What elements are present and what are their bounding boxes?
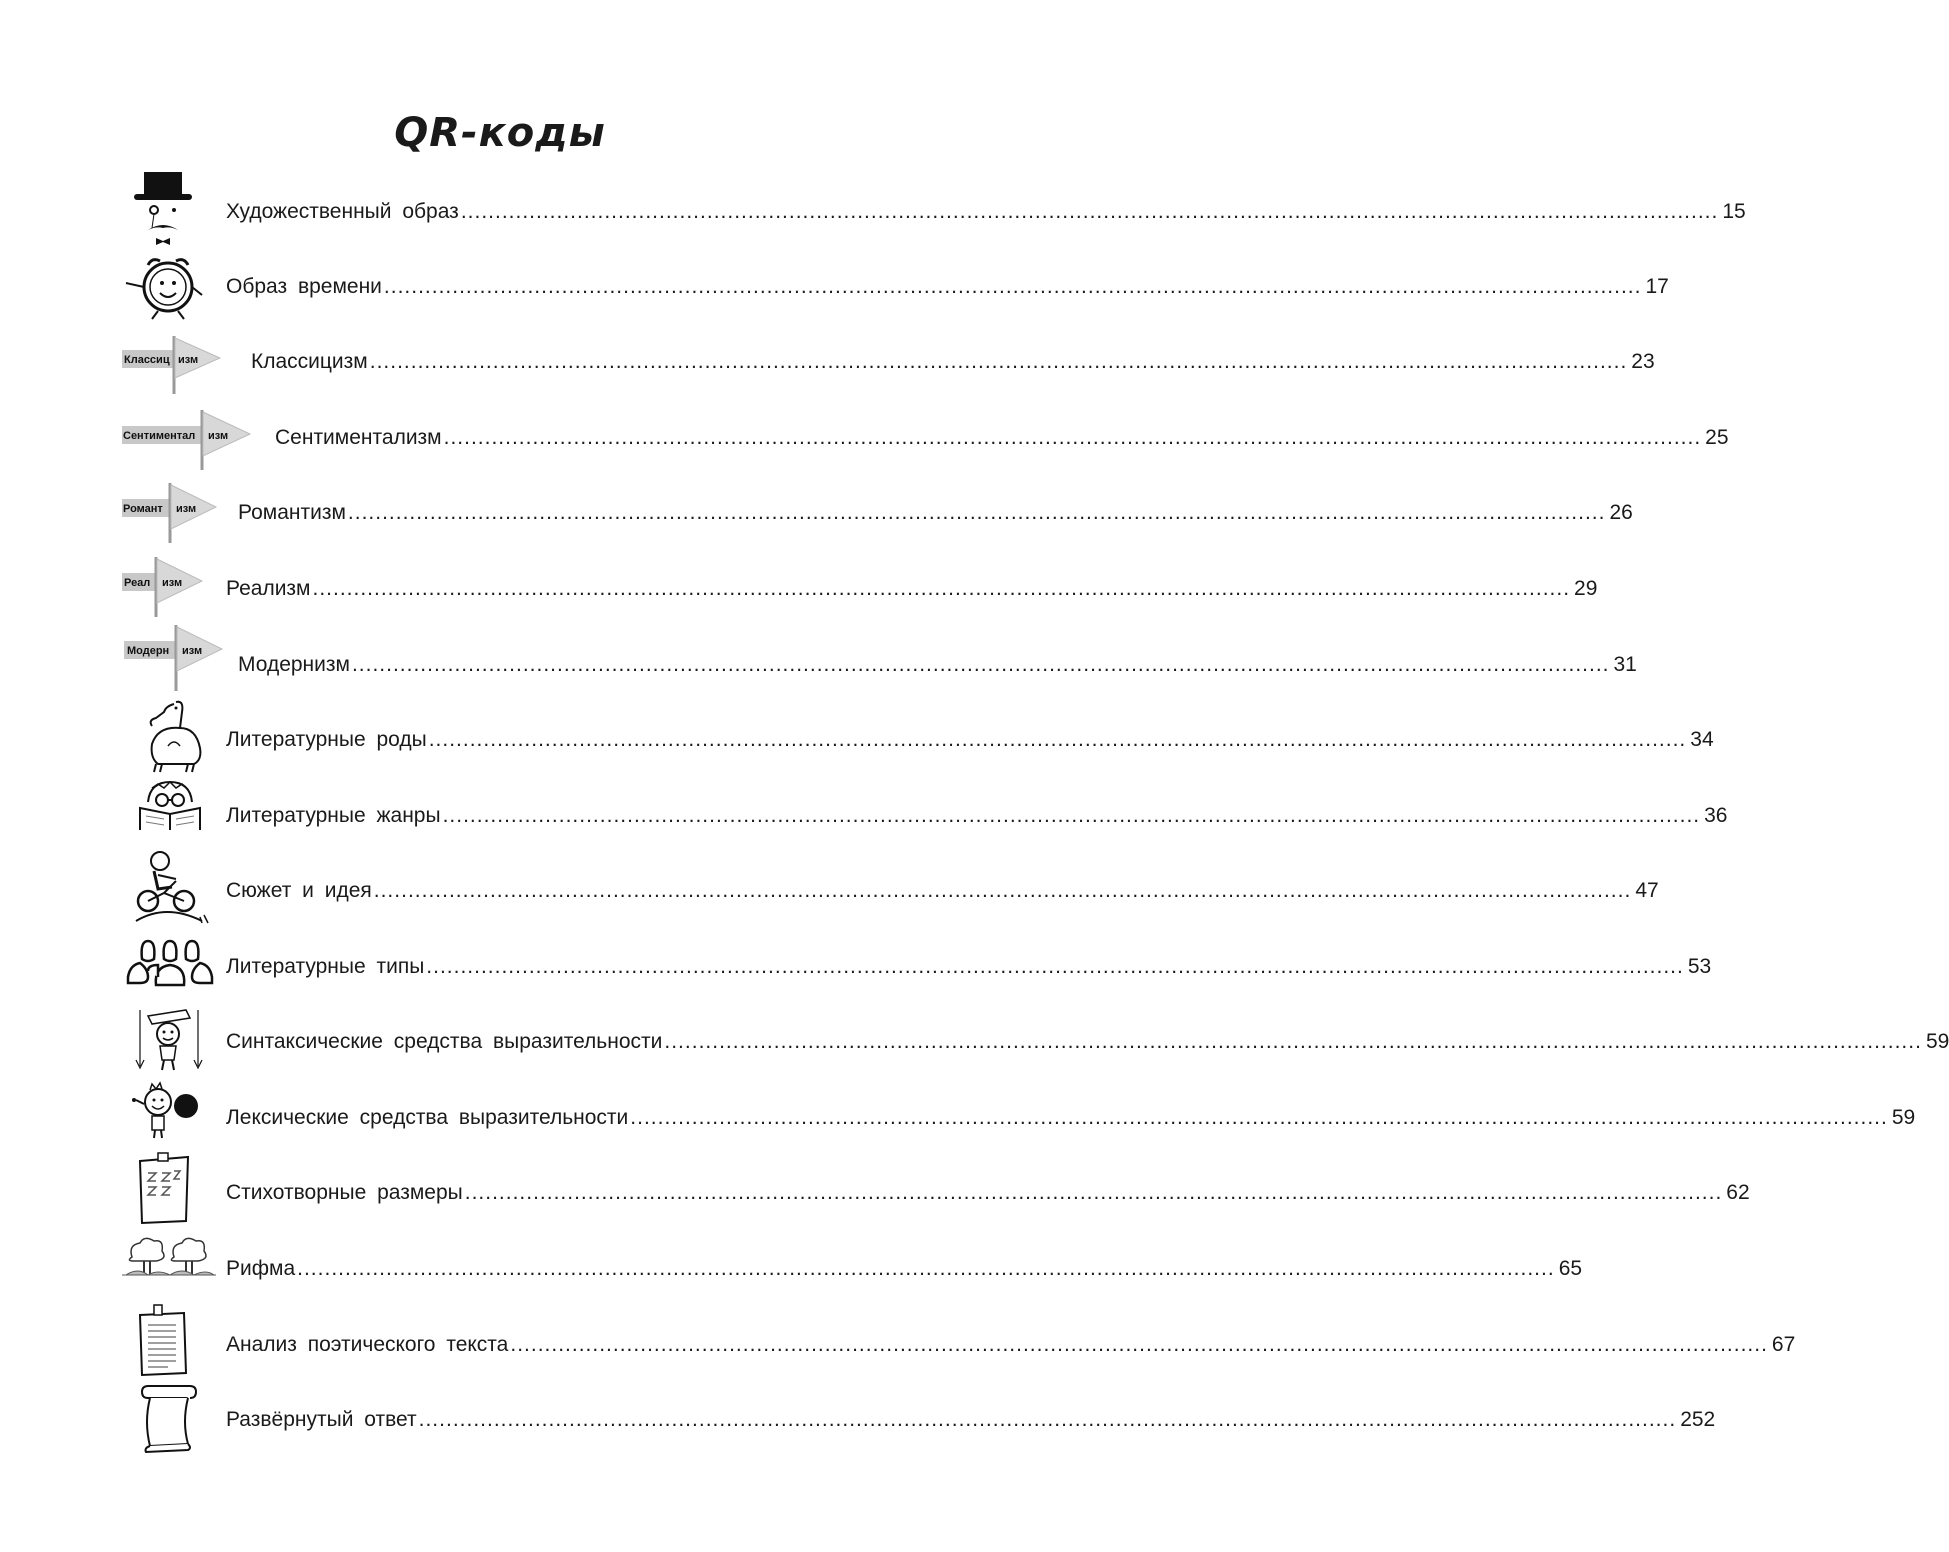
boy-with-arrows-icon bbox=[118, 1000, 228, 1076]
modernism-flag-icon bbox=[118, 623, 228, 699]
toc-entry-label: Сентиментализм bbox=[275, 426, 442, 449]
leader-dots: ........................................................................................................................................................................................ bbox=[383, 275, 1642, 298]
leader-dots: ........................................................................................................................................................................................ bbox=[630, 1106, 1888, 1129]
toc-entry-page: 65 bbox=[1558, 1257, 1583, 1280]
classicism-flag-icon bbox=[118, 320, 228, 396]
flag-left-text: Сентиментал bbox=[123, 430, 196, 442]
toc-entry[interactable] bbox=[0, 849, 1659, 925]
toc-entry-page: 17 bbox=[1645, 275, 1669, 298]
toc-entry[interactable] bbox=[0, 170, 1746, 246]
toc-entry-page: 29 bbox=[1574, 577, 1598, 600]
leader-dots: ........................................................................................................................................................................................ bbox=[443, 426, 1702, 449]
flag-right-text: изм bbox=[178, 354, 199, 366]
pinned-note-icon bbox=[118, 1151, 228, 1227]
toc-entry[interactable] bbox=[0, 623, 1637, 699]
trees-icon bbox=[118, 1227, 228, 1303]
toc-entry-page: 53 bbox=[1687, 955, 1712, 978]
toc-entry[interactable] bbox=[0, 1076, 1916, 1152]
toc-entry-page: 15 bbox=[1722, 200, 1746, 223]
toc-entry-page: 62 bbox=[1726, 1181, 1750, 1204]
flag-right-text: изм bbox=[162, 577, 183, 589]
reading-boy-icon bbox=[118, 774, 228, 850]
toc-entry-page: 34 bbox=[1690, 728, 1714, 751]
leader-dots: ........................................................................................................................................................................................ bbox=[373, 879, 1632, 902]
toc-entry-label: Сюжет и идея bbox=[226, 879, 372, 902]
toc-entry[interactable] bbox=[0, 925, 1712, 1001]
toc-entry-label: Модернизм bbox=[238, 653, 350, 676]
page-title: QR-коды bbox=[394, 110, 606, 156]
toc-entry-label: Развёрнутый ответ bbox=[226, 1408, 417, 1431]
toc-entry[interactable] bbox=[0, 1303, 1796, 1379]
toc-entry-label: Образ времени bbox=[226, 275, 382, 298]
leader-dots: ........................................................................................................................................................................................ bbox=[510, 1333, 1768, 1356]
leader-dots: ........................................................................................................................................................................................ bbox=[351, 653, 1610, 676]
toc-entry-page: 67 bbox=[1771, 1333, 1796, 1356]
flag-left-text: Романт bbox=[123, 503, 163, 515]
toc-entry[interactable] bbox=[0, 547, 1598, 623]
toc-entry-page: 23 bbox=[1631, 350, 1655, 373]
flag-right-text: изм bbox=[176, 503, 197, 515]
leader-dots: ........................................................................................................................................................................................ bbox=[442, 804, 1701, 827]
toc-entry[interactable] bbox=[0, 698, 1714, 774]
toc-entry-label: Синтаксические средства выразительности bbox=[226, 1030, 663, 1053]
realism-flag-icon bbox=[118, 547, 228, 623]
text-sheet-icon bbox=[118, 1303, 228, 1379]
toc-entry-label: Лексические средства выразительности bbox=[226, 1106, 629, 1129]
people-group-icon bbox=[118, 925, 228, 1001]
boy-with-ball-icon bbox=[118, 1076, 228, 1152]
leader-dots: ........................................................................................................................................................................................ bbox=[297, 1257, 1555, 1280]
flag-left-text: Модерн bbox=[127, 645, 170, 657]
toc-entry-page: 31 bbox=[1613, 653, 1637, 676]
sentimentalism-flag-icon bbox=[118, 396, 258, 472]
toc-entry[interactable] bbox=[0, 1000, 1949, 1076]
toc-entry[interactable] bbox=[0, 245, 1669, 321]
leader-dots: ........................................................................................................................................................................................ bbox=[460, 200, 1719, 223]
flag-right-text: изм bbox=[182, 645, 203, 657]
toc-entry-page: 59 bbox=[1891, 1106, 1916, 1129]
alarm-clock-icon bbox=[118, 245, 228, 321]
toc-entry-page: 47 bbox=[1635, 879, 1659, 902]
toc-entry[interactable] bbox=[0, 1151, 1750, 1227]
toc-entry-label: Рифма bbox=[226, 1257, 296, 1280]
toc-entry-page: 252 bbox=[1680, 1408, 1716, 1431]
romanticism-flag-icon bbox=[118, 471, 228, 547]
toc-entry-label: Анализ поэтического текста bbox=[226, 1333, 509, 1356]
toc-entry-label: Литературные типы bbox=[226, 955, 425, 978]
leader-dots: ........................................................................................................................................................................................ bbox=[312, 577, 1571, 600]
leader-dots: ........................................................................................................................................................................................ bbox=[428, 728, 1687, 751]
toc-entry[interactable] bbox=[0, 1378, 1716, 1454]
camel-icon bbox=[118, 698, 228, 774]
leader-dots: ........................................................................................................................................................................................ bbox=[464, 1181, 1723, 1204]
toc-entry[interactable] bbox=[0, 774, 1728, 850]
flag-right-text: изм bbox=[208, 430, 229, 442]
leader-dots: ........................................................................................................................................................................................ bbox=[347, 501, 1606, 524]
leader-dots: ........................................................................................................................................................................................ bbox=[426, 955, 1684, 978]
toc-entry-label: Реализм bbox=[226, 577, 311, 600]
toc-entry-page: 36 bbox=[1704, 804, 1728, 827]
toc-entry-label: Литературные жанры bbox=[226, 804, 441, 827]
gentleman-top-hat-icon bbox=[118, 170, 228, 246]
toc-entry-label: Художественный образ bbox=[226, 200, 459, 223]
flag-left-text: Классиц bbox=[124, 354, 170, 366]
cyclist-icon bbox=[118, 849, 228, 925]
flag-left-text: Реал bbox=[124, 577, 151, 589]
toc-entry-label: Литературные роды bbox=[226, 728, 427, 751]
toc-entry-label: Классицизм bbox=[251, 350, 368, 373]
toc-entry[interactable] bbox=[0, 1227, 1583, 1303]
scroll-icon bbox=[118, 1378, 228, 1454]
toc-entry-page: 25 bbox=[1705, 426, 1729, 449]
leader-dots: ........................................................................................................................................................................................ bbox=[418, 1408, 1677, 1431]
toc-entry-label: Стихотворные размеры bbox=[226, 1181, 463, 1204]
toc-entry-page: 59 bbox=[1925, 1030, 1949, 1053]
toc-entry-label: Романтизм bbox=[238, 501, 346, 524]
toc-entry[interactable] bbox=[0, 396, 1729, 472]
toc-entry[interactable] bbox=[0, 320, 1655, 396]
toc-entry[interactable] bbox=[0, 471, 1633, 547]
leader-dots: ........................................................................................................................................................................................ bbox=[664, 1030, 1922, 1053]
leader-dots: ........................................................................................................................................................................................ bbox=[369, 350, 1628, 373]
toc-entry-page: 26 bbox=[1609, 501, 1633, 524]
